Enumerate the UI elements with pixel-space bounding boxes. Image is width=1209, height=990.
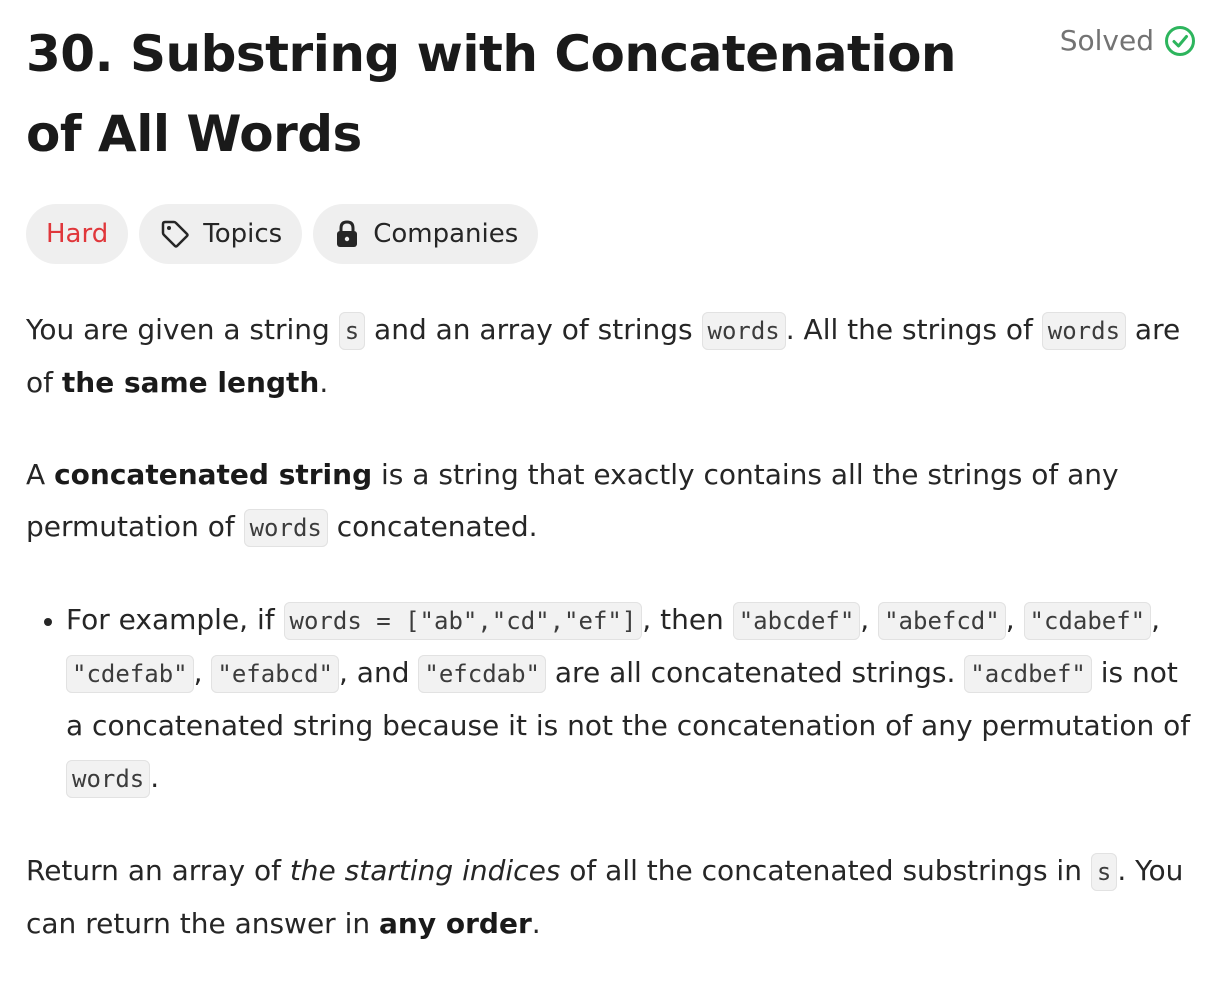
text: Return an array of [26,854,290,887]
code-example: "abcdef" [733,602,861,640]
code-example: "cdefab" [66,655,194,693]
bold-text: the same length [61,366,320,399]
tag-bar [26,204,538,264]
code-words: words [244,509,328,547]
text: is a string that exactly contains all the strings of any permutation of [26,458,1119,543]
companies-button[interactable] [313,204,538,264]
text: , [193,656,212,689]
text: You are given a string [26,313,339,346]
bold-text: concatenated string [54,458,373,491]
lock-icon [333,219,361,249]
text: , [860,603,879,636]
difficulty-label: Hard [46,219,109,249]
topics-label: Topics [203,219,283,249]
code-words: words [1042,312,1126,350]
text: . [531,907,541,940]
text: . You can return the answer in [26,854,1184,940]
problem-description [26,304,1201,990]
text: A [26,458,55,491]
text: For example, if [66,603,284,636]
solved-label: Solved [1059,24,1154,57]
text: . [319,366,329,399]
problem-title: 30. Substring with Concatenation of All Words [26,25,957,163]
code-example: "cdabef" [1024,602,1152,640]
text: of all the concatenated substrings in [560,854,1091,887]
code-example: words = ["ab","cd","ef"] [284,602,643,640]
list-item [66,594,1201,805]
code-words: words [66,760,150,798]
text: is not a concatenated string because it is not the concatenation of any permutation of [66,656,1191,742]
text: , [1151,603,1161,636]
text: are all concatenated strings. [545,656,965,689]
description-paragraph-2 [26,449,1201,554]
code-s: s [339,312,365,350]
problem-header [26,14,1196,174]
text: and an array of strings [365,313,702,346]
text: , then [642,603,733,636]
italic-text: the starting indices [289,854,561,887]
text: , and [339,656,419,689]
text: concatenated. [327,510,538,543]
check-circle-icon [1164,25,1196,57]
difficulty-badge[interactable] [26,204,128,264]
example-list [26,594,1201,805]
code-example: "efabcd" [211,655,339,693]
code-example: "efcdab" [418,655,546,693]
code-example: "acdbef" [964,655,1092,693]
solved-status [1060,24,1196,57]
code-words: words [702,312,786,350]
description-paragraph-1 [26,304,1201,409]
text: are of [26,313,1181,399]
description-paragraph-3 [26,845,1201,950]
companies-label: Companies [373,219,519,249]
text: . All the strings of [785,313,1042,346]
code-example: "abefcd" [878,602,1006,640]
tag-icon [159,218,191,250]
code-s: s [1091,853,1117,891]
text: . [150,761,160,794]
text: , [1005,603,1024,636]
topics-button[interactable] [139,204,302,264]
bold-text: any order [379,907,532,940]
